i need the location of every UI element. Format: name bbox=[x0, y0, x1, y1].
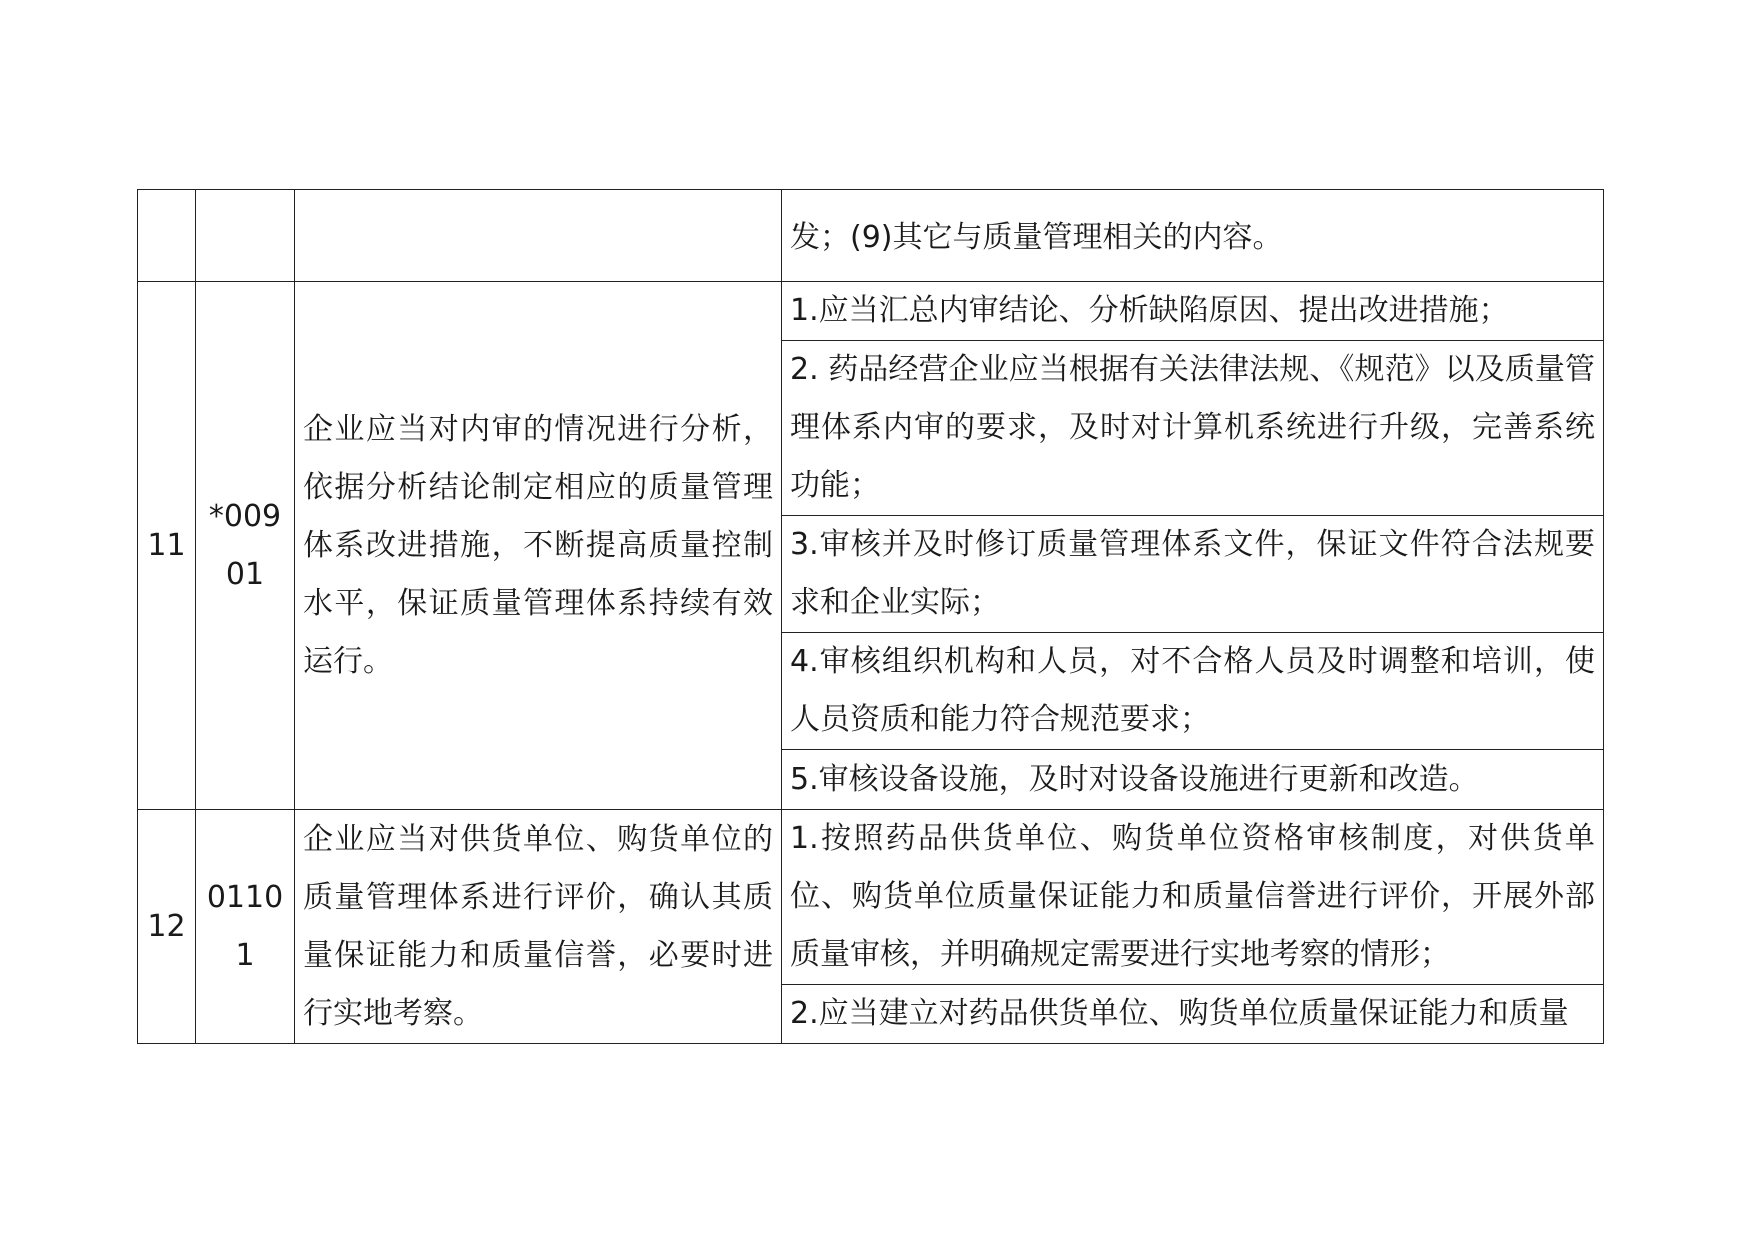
seq-cell: 11 bbox=[138, 282, 196, 810]
code-cell: *00901 bbox=[196, 282, 295, 810]
method-cell: 2.应当建立对药品供货单位、购货单位质量保证能力和质量 bbox=[782, 985, 1604, 1044]
table-row bbox=[138, 282, 1604, 341]
method-cell: 3.审核并及时修订质量管理体系文件，保证文件符合法规要求和企业实际； bbox=[782, 516, 1604, 633]
table-row bbox=[138, 810, 1604, 985]
seq-cell: 12 bbox=[138, 810, 196, 1044]
method-cell: 4.审核组织机构和人员，对不合格人员及时调整和培训，使人员资质和能力符合规范要求； bbox=[782, 633, 1604, 750]
seq-cell bbox=[138, 190, 196, 282]
table-row bbox=[138, 190, 1604, 282]
method-cell: 2. 药品经营企业应当根据有关法律法规、《规范》以及质量管理体系内审的要求，及时对计算机系统进行升级，完善系统功能； bbox=[782, 341, 1604, 516]
content-cell bbox=[295, 190, 782, 282]
method-cell: 1.按照药品供货单位、购货单位资格审核制度，对供货单位、购货单位质量保证能力和质量信誉进行评价，开展外部质量审核，并明确规定需要进行实地考察的情形； bbox=[782, 810, 1604, 985]
content-cell: 企业应当对供货单位、购货单位的质量管理体系进行评价，确认其质量保证能力和质量信誉，必要时进行实地考察。 bbox=[295, 810, 782, 1044]
code-cell: 01101 bbox=[196, 810, 295, 1044]
method-cell: 1.应当汇总内审结论、分析缺陷原因、提出改进措施； bbox=[782, 282, 1604, 341]
content-cell: 企业应当对内审的情况进行分析，依据分析结论制定相应的质量管理体系改进措施，不断提高质量控制水平，保证质量管理体系持续有效运行。 bbox=[295, 282, 782, 810]
method-cell: 5.审核设备设施，及时对设备设施进行更新和改造。 bbox=[782, 750, 1604, 810]
inspection-table bbox=[137, 189, 1604, 1044]
method-cell: 发；(9)其它与质量管理相关的内容。 bbox=[782, 190, 1604, 282]
code-cell bbox=[196, 190, 295, 282]
